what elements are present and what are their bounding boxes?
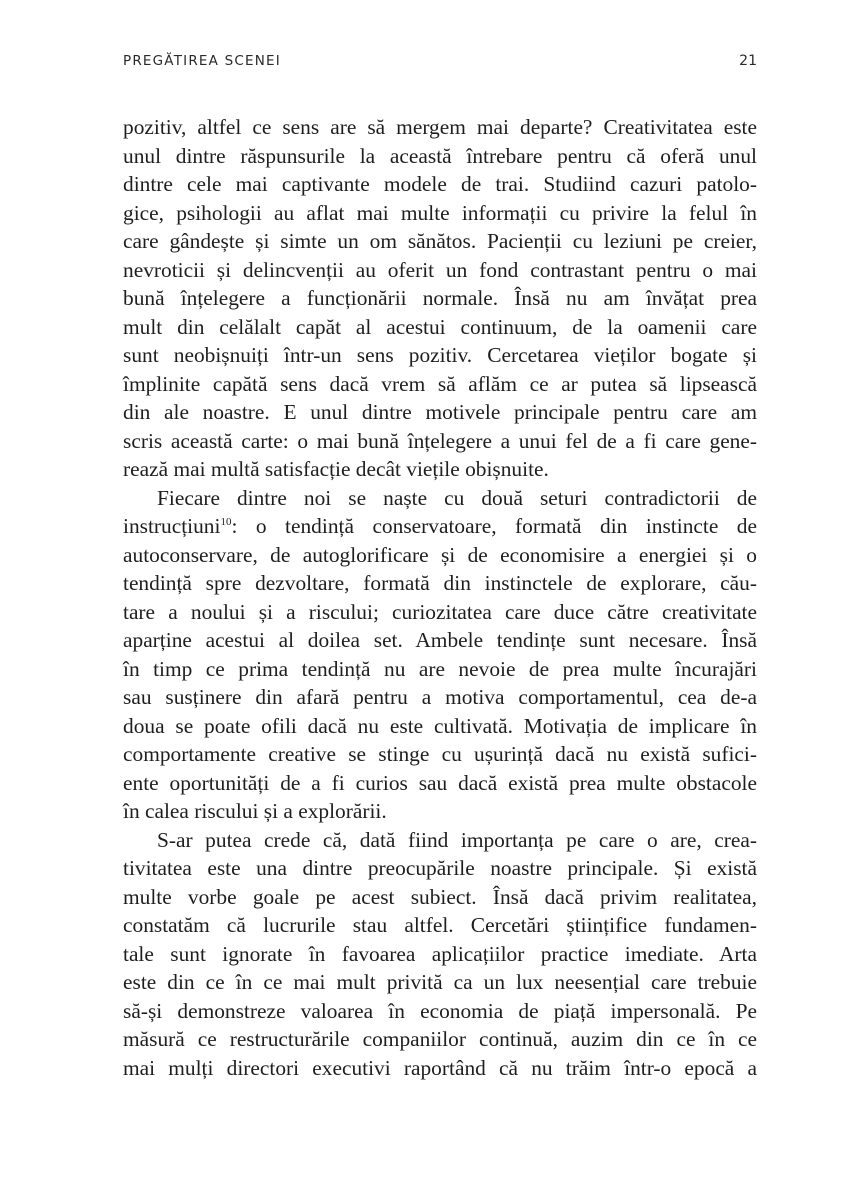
running-head bbox=[123, 53, 757, 69]
text-line-with-footnote bbox=[123, 512, 757, 541]
text-line: bună înțelegere a funcționării normale. Însă nu am învățat prea bbox=[123, 286, 757, 310]
text-line: rează mai multă satisfacție decât viețile obișnuite. bbox=[123, 457, 549, 481]
body-text bbox=[123, 113, 757, 1082]
text-line: S-ar putea crede că, dată fiind importanța pe care o are, crea- bbox=[157, 827, 757, 852]
text-line: autoconservare, de autoglorificare și de economisire a energiei și o bbox=[123, 542, 757, 567]
text-line: în calea riscului și a explorării. bbox=[123, 799, 387, 823]
text-line: din ale noastre. E unul dintre motivele principale pentru care am bbox=[123, 400, 757, 424]
paragraph-1 bbox=[123, 113, 757, 484]
text-line: aparține acestui al doilea set. Ambele tendințe sunt necesare. Însă bbox=[123, 628, 757, 652]
text-line: sunt neobișnuiți într-un sens pozitiv. Cercetarea vieților bogate și bbox=[123, 343, 757, 367]
text-fragment: : o tendință conservatoare, formată din instincte de bbox=[231, 514, 757, 538]
text-line: dintre cele mai captivante modele de trai. Studiind cazuri patolo- bbox=[123, 172, 757, 196]
text-line: mult din celălalt capăt al acestui continuum, de la oamenii care bbox=[123, 314, 757, 339]
text-line: constatăm că lucrurile stau altfel. Cercetări științifice fundamen- bbox=[123, 913, 757, 937]
text-line: Fiecare dintre noi se naște cu două seturi contradictorii de bbox=[157, 485, 757, 510]
text-line: tivitatea este una dintre preocupările noastre principale. Și există bbox=[123, 856, 757, 880]
text-line: să-și demonstreze valoarea în economia de piață impersonală. Pe bbox=[123, 998, 757, 1023]
paragraph-2 bbox=[123, 484, 757, 826]
text-line: comportamente creative se stinge cu ușurință dacă nu există sufici- bbox=[123, 742, 757, 766]
text-line: tare a noului și a riscului; curiozitatea care duce către creativitate bbox=[123, 599, 757, 624]
text-line: mai mulți directori executivi raportând că nu trăim într-o epocă a bbox=[123, 1055, 757, 1080]
text-line: multe vorbe goale pe acest subiect. Însă dacă privim realitatea, bbox=[123, 884, 757, 909]
text-line: nevroticii și delincvenții au oferit un fond contrastant pentru o mai bbox=[123, 257, 757, 282]
paragraph-3 bbox=[123, 826, 757, 1083]
text-line: în timp ce prima tendință nu are nevoie de prea multe încurajări bbox=[123, 656, 757, 681]
text-line: este din ce în ce mai mult privită ca un lux neesențial care trebuie bbox=[123, 970, 757, 994]
text-line: care gândește și simte un om sănătos. Pacienții cu leziuni pe creier, bbox=[123, 229, 757, 253]
text-line: tale sunt ignorate în favoarea aplicațiilor practice imediate. Arta bbox=[123, 941, 757, 966]
text-line: gice, psihologii au aflat mai multe informații cu privire la felul în bbox=[123, 200, 757, 225]
page-number: 21 bbox=[739, 53, 757, 69]
text-line: scris această carte: o mai bună înțelegere a unui fel de a fi care gene- bbox=[123, 428, 757, 453]
text-line: împlinite capătă sens dacă vrem să aflăm ce ar putea să lipsească bbox=[123, 371, 757, 396]
footnote-reference[interactable]: 10 bbox=[220, 516, 232, 528]
text-fragment: instrucțiuni bbox=[123, 514, 221, 538]
text-line: pozitiv, altfel ce sens are să mergem mai departe? Creativitatea este bbox=[123, 115, 757, 139]
text-line: sau susținere din afară pentru a motiva comportamentul, cea de-a bbox=[123, 685, 757, 709]
chapter-title: PREGĂTIREA SCENEI bbox=[123, 53, 281, 69]
text-line: ente oportunități de a fi curios sau dacă există prea multe obstacole bbox=[123, 770, 757, 795]
text-line: măsură ce restructurările companiilor continuă, auzim din ce în ce bbox=[123, 1027, 757, 1051]
text-line: unul dintre răspunsurile la această întrebare pentru că oferă unul bbox=[123, 143, 757, 168]
text-line: tendință spre dezvoltare, formată din instinctele de explorare, cău- bbox=[123, 571, 757, 595]
text-line: doua se poate ofili dacă nu este cultivată. Motivația de implicare în bbox=[123, 713, 757, 738]
